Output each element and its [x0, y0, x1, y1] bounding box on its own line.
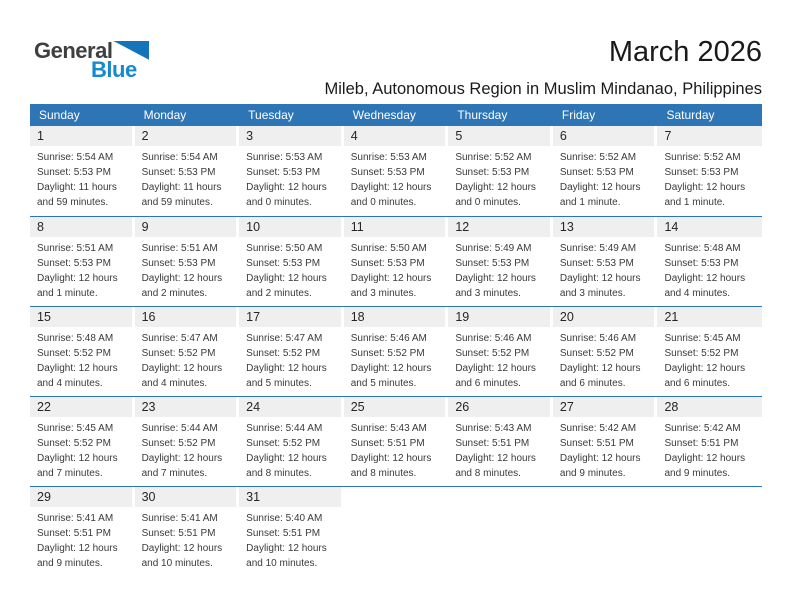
day-cell: [553, 307, 658, 396]
day-details: [553, 146, 658, 210]
day-details: [30, 507, 135, 571]
sunset-text: Sunset: 5:53 PM: [141, 258, 216, 269]
day-details: [30, 237, 135, 301]
day-cell: [344, 397, 449, 486]
sunrise-text: Sunrise: 5:44 AM: [246, 423, 323, 434]
sunrise-text: Sunrise: 5:46 AM: [559, 333, 637, 344]
day-number-band: [657, 307, 762, 327]
day-details: [30, 417, 135, 481]
daylight-text: Daylight: 12 hours and 3 minutes.: [559, 273, 641, 299]
day-number: 13: [559, 220, 574, 234]
daylight-text: Daylight: 12 hours and 2 minutes.: [141, 273, 223, 299]
daylight-text: Daylight: 12 hours and 0 minutes.: [455, 182, 536, 208]
sunset-text: Sunset: 5:51 PM: [664, 438, 739, 449]
day-cell: [135, 307, 240, 396]
day-cell: [30, 487, 135, 576]
sunrise-text: Sunrise: 5:44 AM: [141, 423, 218, 434]
day-number: 10: [246, 220, 261, 234]
day-number: 16: [141, 310, 156, 324]
sunset-text: Sunset: 5:53 PM: [37, 258, 111, 269]
day-details: [239, 146, 344, 210]
sunrise-text: Sunrise: 5:48 AM: [37, 333, 114, 344]
day-number: 29: [37, 490, 51, 504]
day-cell: [135, 397, 240, 486]
sunrise-text: Sunrise: 5:52 AM: [664, 152, 741, 163]
day-number-band: [448, 217, 550, 237]
day-number-band: [344, 307, 446, 327]
day-number-band: [30, 307, 132, 327]
sunrise-text: Sunrise: 5:46 AM: [350, 333, 427, 344]
title-block: [325, 36, 762, 99]
sunset-text: Sunset: 5:53 PM: [350, 167, 425, 178]
day-number: 19: [455, 310, 470, 324]
daylight-text: Daylight: 12 hours and 10 minutes.: [246, 543, 327, 569]
day-number-band: [657, 397, 762, 417]
day-details: [239, 417, 344, 481]
weekday-header-friday: Friday: [561, 108, 596, 122]
day-number-band: [135, 487, 237, 507]
calendar-week-row: [30, 126, 762, 216]
sunset-text: Sunset: 5:53 PM: [559, 258, 634, 269]
sunrise-text: Sunrise: 5:45 AM: [664, 333, 741, 344]
day-number: 12: [455, 220, 470, 234]
daylight-text: Daylight: 12 hours and 1 minute.: [664, 182, 746, 208]
day-number-band: [135, 126, 237, 146]
day-details: [657, 146, 762, 210]
sunrise-text: Sunrise: 5:47 AM: [141, 333, 218, 344]
day-details: [448, 327, 553, 391]
day-number: 31: [246, 490, 261, 504]
sunset-text: Sunset: 5:52 PM: [141, 348, 216, 359]
day-number-band: [30, 126, 132, 146]
calendar-week-row: [30, 216, 762, 306]
day-number: 22: [37, 400, 51, 414]
sunset-text: Sunset: 5:53 PM: [455, 258, 530, 269]
weekday-header-sunday: Sunday: [39, 108, 80, 122]
logo: [34, 40, 149, 81]
weekday-header-wednesday: Wednesday: [352, 108, 416, 122]
day-number: 8: [37, 220, 44, 234]
day-cell: [135, 487, 240, 576]
weekday-header-row: [30, 104, 762, 126]
day-number: 30: [141, 490, 156, 504]
daylight-text: Daylight: 12 hours and 5 minutes.: [246, 363, 327, 389]
day-details: [448, 417, 553, 481]
day-number-band: [448, 307, 550, 327]
sunset-text: Sunset: 5:53 PM: [455, 167, 530, 178]
day-cell: [239, 307, 344, 396]
day-cell: [30, 397, 135, 486]
sunset-text: Sunset: 5:52 PM: [246, 438, 321, 449]
day-details: [553, 237, 658, 301]
day-number-band: [239, 217, 341, 237]
calendar-week-row: [30, 486, 762, 576]
day-number: 21: [664, 310, 679, 324]
day-number: 26: [455, 400, 470, 414]
page-subtitle: Mileb, Autonomous Region in Muslim Mindanao, Philippines: [324, 80, 762, 98]
sunset-text: Sunset: 5:52 PM: [350, 348, 425, 359]
day-details: [135, 417, 240, 481]
day-number-band: [135, 397, 237, 417]
day-details: [30, 146, 135, 210]
day-number: 1: [37, 129, 44, 143]
sunset-text: Sunset: 5:53 PM: [246, 167, 321, 178]
sunset-text: Sunset: 5:53 PM: [559, 167, 634, 178]
day-cell: [448, 397, 553, 486]
day-number-band: [30, 217, 132, 237]
daylight-text: Daylight: 12 hours and 4 minutes.: [37, 363, 118, 389]
sunrise-text: Sunrise: 5:46 AM: [455, 333, 532, 344]
day-cell: [135, 217, 240, 306]
day-details: [344, 146, 449, 210]
sunset-text: Sunset: 5:53 PM: [141, 167, 216, 178]
day-cell: [239, 126, 344, 216]
sunset-text: Sunset: 5:51 PM: [455, 438, 530, 449]
day-number-band: [344, 397, 446, 417]
daylight-text: Daylight: 12 hours and 6 minutes.: [559, 363, 641, 389]
daylight-text: Daylight: 12 hours and 4 minutes.: [141, 363, 223, 389]
sunrise-text: Sunrise: 5:53 AM: [350, 152, 427, 163]
sunrise-text: Sunrise: 5:51 AM: [37, 243, 114, 254]
daylight-text: Daylight: 12 hours and 5 minutes.: [350, 363, 432, 389]
sunset-text: Sunset: 5:53 PM: [664, 167, 739, 178]
empty-day-cell: [657, 487, 762, 576]
daylight-text: Daylight: 11 hours and 59 minutes.: [37, 182, 117, 208]
sunrise-text: Sunrise: 5:43 AM: [455, 423, 532, 434]
calendar-grid: [30, 126, 762, 576]
day-number-band: [657, 217, 762, 237]
day-number-band: [30, 397, 132, 417]
sunrise-text: Sunrise: 5:49 AM: [455, 243, 532, 254]
day-details: [344, 237, 449, 301]
day-number: 9: [141, 220, 149, 234]
page-title: March 2026: [608, 36, 762, 68]
day-number: 23: [141, 400, 156, 414]
day-number-band: [657, 126, 762, 146]
day-details: [344, 327, 449, 391]
sunrise-text: Sunrise: 5:43 AM: [350, 423, 427, 434]
day-number-band: [344, 217, 446, 237]
day-number-band: [30, 487, 132, 507]
day-details: [344, 417, 449, 481]
day-number-band: [553, 397, 655, 417]
daylight-text: Daylight: 12 hours and 7 minutes.: [141, 453, 223, 479]
day-cell: [657, 126, 762, 216]
day-details: [657, 237, 762, 301]
daylight-text: Daylight: 12 hours and 0 minutes.: [246, 182, 327, 208]
sunset-text: Sunset: 5:53 PM: [350, 258, 425, 269]
day-number: 3: [246, 129, 254, 143]
day-number: 14: [664, 220, 679, 234]
daylight-text: Daylight: 11 hours and 59 minutes.: [141, 182, 222, 208]
sunset-text: Sunset: 5:51 PM: [350, 438, 425, 449]
daylight-text: Daylight: 12 hours and 9 minutes.: [37, 543, 118, 569]
sunrise-text: Sunrise: 5:47 AM: [246, 333, 323, 344]
day-number: 24: [246, 400, 261, 414]
day-number: 5: [455, 129, 463, 143]
day-details: [657, 417, 762, 481]
sunrise-text: Sunrise: 5:50 AM: [246, 243, 323, 254]
day-cell: [30, 126, 135, 216]
day-cell: [344, 126, 449, 216]
daylight-text: Daylight: 12 hours and 6 minutes.: [664, 363, 746, 389]
day-number-band: [344, 126, 446, 146]
empty-day-cell: [344, 487, 449, 576]
day-number: 15: [37, 310, 51, 324]
day-cell: [239, 217, 344, 306]
day-number: 7: [664, 129, 672, 143]
daylight-text: Daylight: 12 hours and 2 minutes.: [246, 273, 327, 299]
daylight-text: Daylight: 12 hours and 9 minutes.: [559, 453, 641, 479]
sunset-text: Sunset: 5:52 PM: [455, 348, 530, 359]
day-number: 6: [559, 129, 567, 143]
empty-day-cell: [553, 487, 658, 576]
day-details: [239, 507, 344, 571]
day-number: 4: [350, 129, 358, 143]
day-cell: [448, 217, 553, 306]
sunrise-text: Sunrise: 5:53 AM: [246, 152, 323, 163]
daylight-text: Daylight: 12 hours and 3 minutes.: [350, 273, 432, 299]
day-details: [448, 146, 553, 210]
day-cell: [553, 397, 658, 486]
sunrise-text: Sunrise: 5:52 AM: [559, 152, 637, 163]
sunrise-text: Sunrise: 5:51 AM: [141, 243, 218, 254]
day-number-band: [239, 307, 341, 327]
weekday-header-tuesday: Tuesday: [248, 108, 294, 122]
sunset-text: Sunset: 5:52 PM: [246, 348, 321, 359]
day-details: [553, 417, 658, 481]
day-number-band: [448, 126, 550, 146]
day-cell: [448, 126, 553, 216]
day-number: 25: [350, 400, 365, 414]
sunset-text: Sunset: 5:51 PM: [37, 528, 111, 539]
sunrise-text: Sunrise: 5:40 AM: [246, 513, 323, 524]
daylight-text: Daylight: 12 hours and 8 minutes.: [455, 453, 536, 479]
sunrise-text: Sunrise: 5:45 AM: [37, 423, 114, 434]
day-number: 18: [350, 310, 365, 324]
sunset-text: Sunset: 5:52 PM: [141, 438, 216, 449]
sunset-text: Sunset: 5:52 PM: [664, 348, 739, 359]
day-number-band: [239, 126, 341, 146]
sunset-text: Sunset: 5:51 PM: [141, 528, 216, 539]
day-cell: [657, 307, 762, 396]
day-number: 20: [559, 310, 574, 324]
day-cell: [30, 307, 135, 396]
sunrise-text: Sunrise: 5:54 AM: [37, 152, 114, 163]
sunrise-text: Sunrise: 5:48 AM: [664, 243, 741, 254]
day-number-band: [135, 217, 237, 237]
day-cell: [135, 126, 240, 216]
sunset-text: Sunset: 5:53 PM: [246, 258, 321, 269]
weekday-header-monday: Monday: [143, 108, 187, 122]
day-number: 2: [141, 129, 149, 143]
day-number: 28: [664, 400, 679, 414]
day-number-band: [239, 397, 341, 417]
daylight-text: Daylight: 12 hours and 7 minutes.: [37, 453, 118, 479]
day-cell: [448, 307, 553, 396]
daylight-text: Daylight: 12 hours and 1 minute.: [559, 182, 641, 208]
sunset-text: Sunset: 5:52 PM: [37, 348, 111, 359]
day-details: [135, 507, 240, 571]
day-details: [135, 146, 240, 210]
day-number-band: [135, 307, 237, 327]
day-number-band: [553, 126, 655, 146]
day-number: 27: [559, 400, 574, 414]
day-details: [239, 237, 344, 301]
daylight-text: Daylight: 12 hours and 3 minutes.: [455, 273, 536, 299]
sunrise-text: Sunrise: 5:42 AM: [559, 423, 637, 434]
daylight-text: Daylight: 12 hours and 10 minutes.: [141, 543, 223, 569]
sunset-text: Sunset: 5:52 PM: [37, 438, 111, 449]
calendar-week-row: [30, 306, 762, 396]
sunrise-text: Sunrise: 5:49 AM: [559, 243, 637, 254]
day-cell: [657, 397, 762, 486]
sunset-text: Sunset: 5:51 PM: [559, 438, 634, 449]
sunrise-text: Sunrise: 5:41 AM: [37, 513, 114, 524]
daylight-text: Daylight: 12 hours and 9 minutes.: [664, 453, 746, 479]
calendar-week-row: [30, 396, 762, 486]
daylight-text: Daylight: 12 hours and 8 minutes.: [350, 453, 432, 479]
sunrise-text: Sunrise: 5:41 AM: [141, 513, 218, 524]
day-details: [657, 327, 762, 391]
day-cell: [657, 217, 762, 306]
sunset-text: Sunset: 5:52 PM: [559, 348, 634, 359]
empty-day-cell: [448, 487, 553, 576]
sunset-text: Sunset: 5:53 PM: [37, 167, 111, 178]
day-cell: [553, 217, 658, 306]
daylight-text: Daylight: 12 hours and 6 minutes.: [455, 363, 536, 389]
weekday-header-saturday: Saturday: [666, 108, 715, 122]
day-details: [135, 327, 240, 391]
daylight-text: Daylight: 12 hours and 8 minutes.: [246, 453, 327, 479]
sunrise-text: Sunrise: 5:42 AM: [664, 423, 741, 434]
day-cell: [344, 217, 449, 306]
weekday-header-thursday: Thursday: [457, 108, 508, 122]
day-number-band: [239, 487, 341, 507]
day-details: [135, 237, 240, 301]
daylight-text: Daylight: 12 hours and 0 minutes.: [350, 182, 432, 208]
daylight-text: Daylight: 12 hours and 1 minute.: [37, 273, 118, 299]
day-cell: [239, 487, 344, 576]
day-number-band: [553, 217, 655, 237]
day-details: [553, 327, 658, 391]
day-details: [448, 237, 553, 301]
day-cell: [30, 217, 135, 306]
daylight-text: Daylight: 12 hours and 4 minutes.: [664, 273, 746, 299]
sunrise-text: Sunrise: 5:54 AM: [141, 152, 218, 163]
sunset-text: Sunset: 5:53 PM: [664, 258, 739, 269]
logo-text-blue: Blue: [91, 57, 137, 82]
sunrise-text: Sunrise: 5:52 AM: [455, 152, 532, 163]
day-details: [239, 327, 344, 391]
day-number-band: [553, 307, 655, 327]
day-cell: [344, 307, 449, 396]
day-number-band: [448, 397, 550, 417]
sunrise-text: Sunrise: 5:50 AM: [350, 243, 427, 254]
day-number: 17: [246, 310, 261, 324]
day-cell: [553, 126, 658, 216]
sunset-text: Sunset: 5:51 PM: [246, 528, 321, 539]
calendar-table: [30, 104, 762, 576]
day-number: 11: [350, 220, 364, 234]
day-details: [30, 327, 135, 391]
logo-text-general: General: [34, 38, 113, 63]
day-cell: [239, 397, 344, 486]
